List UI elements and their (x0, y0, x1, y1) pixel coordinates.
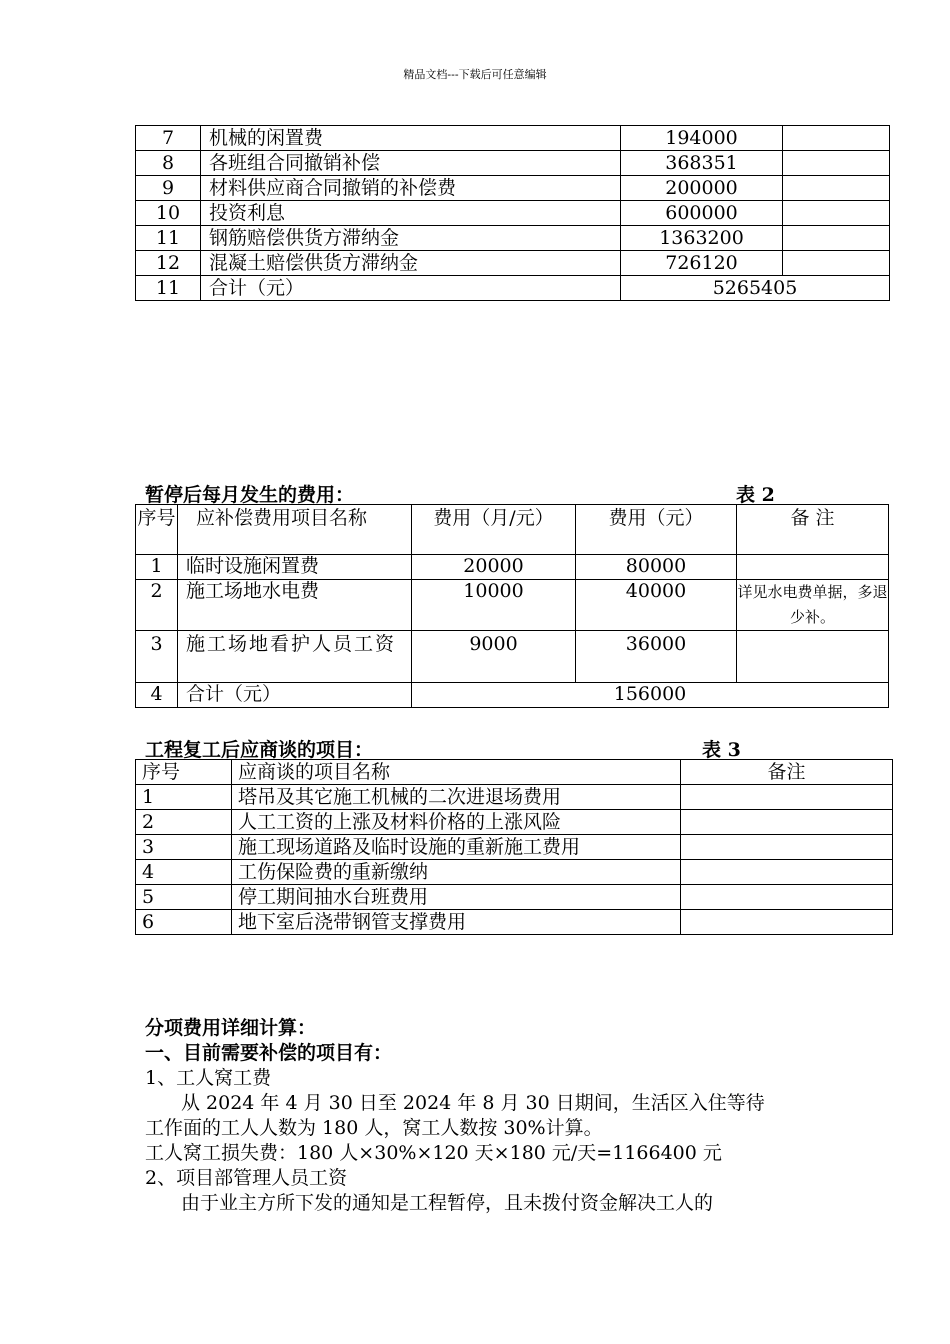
cost-table-1 (135, 125, 890, 301)
row-monthly: 20000 (412, 555, 576, 580)
row-amount: 1363200 (621, 226, 783, 251)
row-name: 各班组合同撤销补偿 (201, 151, 621, 176)
row-no: 10 (136, 201, 201, 226)
table-row (136, 785, 893, 810)
header-no: 序号 (136, 505, 178, 555)
row-amount: 200000 (621, 176, 783, 201)
row-name: 地下室后浇带钢管支撑费用 (232, 910, 681, 935)
row-remark: 详见水电费单据，多退少补。 (737, 580, 889, 631)
table-row (136, 860, 893, 885)
row-name: 停工期间抽水台班费用 (232, 885, 681, 910)
total-amount: 5265405 (621, 276, 890, 301)
row-monthly: 10000 (412, 580, 576, 631)
row-remark (737, 555, 889, 580)
row-name: 人工工资的上涨及材料价格的上涨风险 (232, 810, 681, 835)
table-row (136, 580, 889, 631)
cost-table-2 (135, 504, 889, 708)
row-name: 工伤保险费的重新缴纳 (232, 860, 681, 885)
section-1-title: 一、目前需要补偿的项目有： (145, 1042, 393, 1064)
row-amount: 600000 (621, 201, 783, 226)
table-row (136, 226, 890, 251)
header-remark: 备 注 (737, 505, 889, 555)
row-no: 2 (136, 580, 178, 631)
table-header-row (136, 760, 893, 785)
row-no: 11 (136, 226, 201, 251)
row-no: 1 (136, 555, 178, 580)
page-header: 精品文档---下载后可任意编辑 (403, 68, 547, 81)
row-name: 施工场地水电费 (178, 580, 412, 631)
row-amount: 368351 (621, 151, 783, 176)
row-no: 3 (136, 835, 232, 860)
table-row (136, 631, 889, 683)
row-name: 钢筋赔偿供货方滞纳金 (201, 226, 621, 251)
row-name: 投资利息 (201, 201, 621, 226)
row-amount: 726120 (621, 251, 783, 276)
row-name: 塔吊及其它施工机械的二次进退场费用 (232, 785, 681, 810)
row-remark (681, 860, 893, 885)
row-name: 材料供应商合同撤销的补偿费 (201, 176, 621, 201)
row-no: 9 (136, 176, 201, 201)
table-row (136, 835, 893, 860)
section-heading: 分项费用详细计算： (145, 1017, 317, 1039)
row-remark (681, 810, 893, 835)
item-2-paragraph-line1: 由于业主方所下发的通知是工程暂停，且未拨付资金解决工人的 (181, 1192, 714, 1214)
table-row (136, 176, 890, 201)
total-no: 4 (136, 683, 178, 708)
item-1-paragraph-line2: 工作面的工人人数为 180 人，窝工人数按 30%计算。 (145, 1117, 603, 1139)
header-remark: 备注 (681, 760, 893, 785)
row-remark (783, 251, 890, 276)
negotiation-table-3 (135, 759, 893, 935)
table-row (136, 910, 893, 935)
table-header-row (136, 505, 889, 555)
row-name: 施工现场道路及临时设施的重新施工费用 (232, 835, 681, 860)
row-cost: 36000 (576, 631, 737, 683)
total-label: 合计（元） (201, 276, 621, 301)
row-remark (681, 835, 893, 860)
total-row (136, 683, 889, 708)
row-remark (681, 910, 893, 935)
row-remark (681, 885, 893, 910)
table-row (136, 151, 890, 176)
header-no: 序号 (136, 760, 232, 785)
header-monthly: 费用（月/元） (412, 505, 576, 555)
row-no: 1 (136, 785, 232, 810)
item-1-calculation: 工人窝工损失费：180 人×30%×120 天×180 元/天=1166400 元 (145, 1142, 722, 1164)
table2-caption: 暂停后每月发生的费用： (145, 484, 355, 506)
header-name: 应补偿费用项目名称 (178, 505, 412, 555)
row-no: 6 (136, 910, 232, 935)
header-name: 应商谈的项目名称 (232, 760, 681, 785)
row-name: 机械的闲置费 (201, 126, 621, 151)
row-name: 临时设施闲置费 (178, 555, 412, 580)
row-no: 7 (136, 126, 201, 151)
table-row (136, 201, 890, 226)
row-remark (783, 176, 890, 201)
total-amount: 156000 (412, 683, 889, 708)
total-row (136, 276, 890, 301)
row-remark (783, 126, 890, 151)
table-row (136, 885, 893, 910)
row-remark (681, 785, 893, 810)
row-no: 3 (136, 631, 178, 683)
row-remark (737, 631, 889, 683)
row-amount: 194000 (621, 126, 783, 151)
table-row (136, 555, 889, 580)
table-row (136, 126, 890, 151)
table-row (136, 810, 893, 835)
total-no: 11 (136, 276, 201, 301)
row-remark (783, 201, 890, 226)
row-no: 5 (136, 885, 232, 910)
table3-label: 表 3 (702, 739, 741, 761)
item-1-paragraph-line1: 从 2024 年 4 月 30 日至 2024 年 8 月 30 日期间，生活区入住等待 (181, 1092, 765, 1114)
item-2-title: 2、项目部管理人员工资 (145, 1167, 348, 1189)
row-no: 4 (136, 860, 232, 885)
row-remark (783, 151, 890, 176)
row-no: 12 (136, 251, 201, 276)
row-no: 8 (136, 151, 201, 176)
row-remark (783, 226, 890, 251)
row-cost: 40000 (576, 580, 737, 631)
row-name: 混凝土赔偿供货方滞纳金 (201, 251, 621, 276)
table3-caption: 工程复工后应商谈的项目： (145, 739, 374, 761)
row-no: 2 (136, 810, 232, 835)
header-cost: 费用（元） (576, 505, 737, 555)
table-row (136, 251, 890, 276)
table2-label: 表 2 (736, 484, 775, 506)
item-1-title: 1、工人窝工费 (145, 1067, 272, 1089)
total-label: 合计（元） (178, 683, 412, 708)
row-cost: 80000 (576, 555, 737, 580)
row-monthly: 9000 (412, 631, 576, 683)
row-name: 施工场地看护人员工资 (178, 631, 412, 683)
